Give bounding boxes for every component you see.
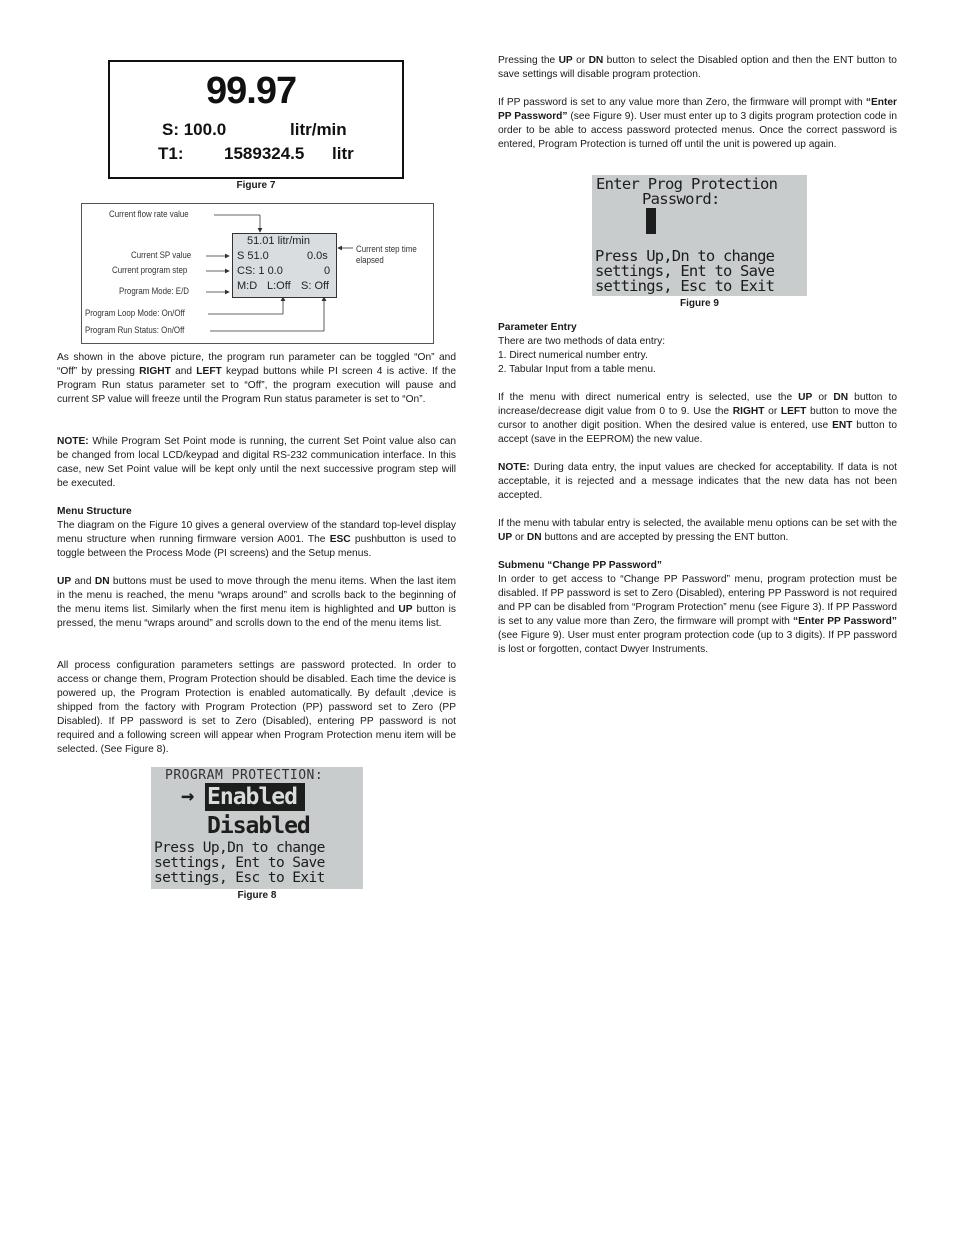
prompt-line-2: Password:	[642, 190, 720, 208]
setpoint-label: S: 100.0	[162, 120, 227, 139]
figure-9-screen	[592, 175, 807, 296]
lcd-step-time: 0.0s	[307, 250, 328, 262]
label-sp-value: Current SP value	[131, 250, 192, 260]
setpoint-unit: litr/min	[290, 120, 347, 139]
option-disabled: Disabled	[207, 813, 310, 839]
lcd-sp-value: S 51.0	[237, 250, 269, 262]
screen-title: PROGRAM PROTECTION:	[165, 768, 324, 783]
total-label: T1:	[158, 144, 184, 163]
flow-value: 99.97	[206, 70, 297, 112]
change-pp-heading: Submenu “Change PP Password”	[498, 560, 662, 571]
direct-entry-paragraph: If the menu with direct numerical entry is selected, use the UP or DN button to increase/decrease digit value from 0 to 9. Use the RIGHT or LEFT button to move the cursor to another digit position. When the desired value is entered, use ENT button to accept (save in the EEPROM) the new value.	[498, 392, 898, 445]
instruction-line-1: Press Up,Dn to change	[154, 840, 325, 856]
total-unit: litr	[332, 144, 354, 163]
program-screen-diagram	[81, 203, 434, 344]
lcd-mode: M:D	[237, 280, 258, 292]
program-lcd-screen	[232, 233, 337, 298]
lcd-flow-line: 51.01 litr/min	[247, 235, 310, 247]
label-step-time: Current step time	[356, 244, 417, 254]
data-entry-note: NOTE: During data entry, the input values are checked for acceptability. If data is not acceptable, it is rejected and a message indicates that the new data has not been accepted.	[498, 462, 897, 501]
instruction-line-2: settings, Ent to Save	[154, 855, 325, 871]
prompt-line-5: settings, Esc to Exit	[595, 277, 775, 295]
arrow-icon: →	[181, 784, 195, 809]
entry-methods-intro: There are two methods of data entry:	[498, 336, 666, 347]
label-program-mode: Program Mode: E/D	[119, 286, 189, 296]
cursor-block	[646, 208, 656, 234]
entry-method-2: 2. Tabular Input from a table menu.	[498, 364, 656, 375]
figure-9-caption: Figure 9	[680, 298, 719, 309]
instruction-line-3: settings, Esc to Exit	[154, 870, 325, 886]
total-value: 1589324.5	[224, 144, 305, 163]
parameter-entry-heading: Parameter Entry	[498, 322, 577, 333]
label-flow-rate: Current flow rate value	[109, 209, 189, 219]
password-paragraph: All process configuration parameters settings are password protected. In order to access or change them, Program Protection should be disabled. Each time the device is powered up, the Program Protection is enabled automatically. By default ,device is shipped from the factory with Program Protection (PP) password set to Zero (PP Disabled). If PP password is set to Zero (Disabled), entering PP password is not required and a following screen will appear when Program Protection menu item will be selected. (See Figure 8).	[57, 660, 456, 755]
prompt-line-3: Press Up,Dn to change	[595, 247, 775, 265]
lcd-current-step: CS: 1 0.0	[237, 265, 283, 277]
menu-structure-paragraph: The diagram on the Figure 10 gives a general overview of the standard top-level display menu structure when running firmware version A001. The ESC pushbutton is used to toggle between the Process Mode (PI screens) and the Setup menus.	[57, 520, 456, 559]
menu-structure-heading: Menu Structure	[57, 506, 132, 517]
change-pp-paragraph: In order to get access to “Change PP Password” menu, program protection must be disabled. If PP password is set to Zero (Disabled), entering PP Password is not required and PP can be disabled from “Program Protection” menu (see Figure 3). If PP Password is set to any value more than Zero, the firmware will prompt with “Enter PP Password” (see Figure 9). User must enter program protection code (up to 3 digits). If PP password is lost or forgotten, contact Dwyer Instruments.	[498, 574, 897, 655]
prompt-line-1: Enter Prog Protection	[596, 175, 778, 193]
program-run-paragraph: As shown in the above picture, the program run parameter can be toggled “On” and “Off” by pressing RIGHT and LEFT keypad buttons while PI screen 4 is active. If the Program Run status parameter set to “Off”, the program execution will pause and current SP value will freeze until the Program Run status parameter is set to “On”.	[57, 352, 456, 405]
label-run-status: Program Run Status: On/Off	[85, 325, 185, 335]
entry-method-1: 1. Direct numerical number entry.	[498, 350, 648, 361]
option-enabled: Enabled	[207, 784, 297, 810]
label-loop-mode: Program Loop Mode: On/Off	[85, 308, 185, 318]
lcd-loop: L:Off	[267, 280, 291, 292]
figure-7-caption: Figure 7	[236, 180, 276, 191]
figure-7-display	[108, 60, 404, 179]
up-dn-paragraph: UP and DN buttons must be used to move through the menu items. When the last item in the menu is reached, the menu “wraps around” and scrolls back to the beginning of the menu items list. Similarly when the first menu item is highlighted and UP button is pressed, the menu “wraps around” and scrolls down to the end of the menu items list.	[57, 576, 457, 629]
figure-8-caption: Figure 8	[237, 890, 277, 901]
pp-password-paragraph: If PP password is set to any value more than Zero, the firmware will prompt with “Enter PP Password” (see Figure 9). User must enter up to 3 digits program protection code in order to be able to access password protected menus. Once the correct password is entered, Program Protection is turned off until the unit is powered up again.	[498, 97, 897, 150]
lcd-step-count: 0	[324, 265, 331, 277]
lcd-run: S: Off	[301, 280, 329, 292]
label-program-step: Current program step	[112, 265, 188, 275]
figure-8-screen	[151, 767, 363, 889]
label-step-time-elapsed: elapsed	[356, 255, 384, 265]
prompt-line-4: settings, Ent to Save	[595, 262, 775, 280]
note-paragraph: NOTE: While Program Set Point mode is running, the current Set Point value also can be changed from local LCD/keypad and digital RS-232 communication interface. In this case, new Set Point value will be kept only until the next successive program step will be executed.	[57, 436, 456, 489]
tabular-entry-paragraph: If the menu with tabular entry is selected, the available menu options can be set with the UP or DN buttons and are accepted by pressing the ENT button.	[498, 518, 897, 543]
disable-protection-paragraph: Pressing the UP or DN button to select the Disabled option and then the ENT button to save settings will disable program protection.	[498, 55, 897, 80]
